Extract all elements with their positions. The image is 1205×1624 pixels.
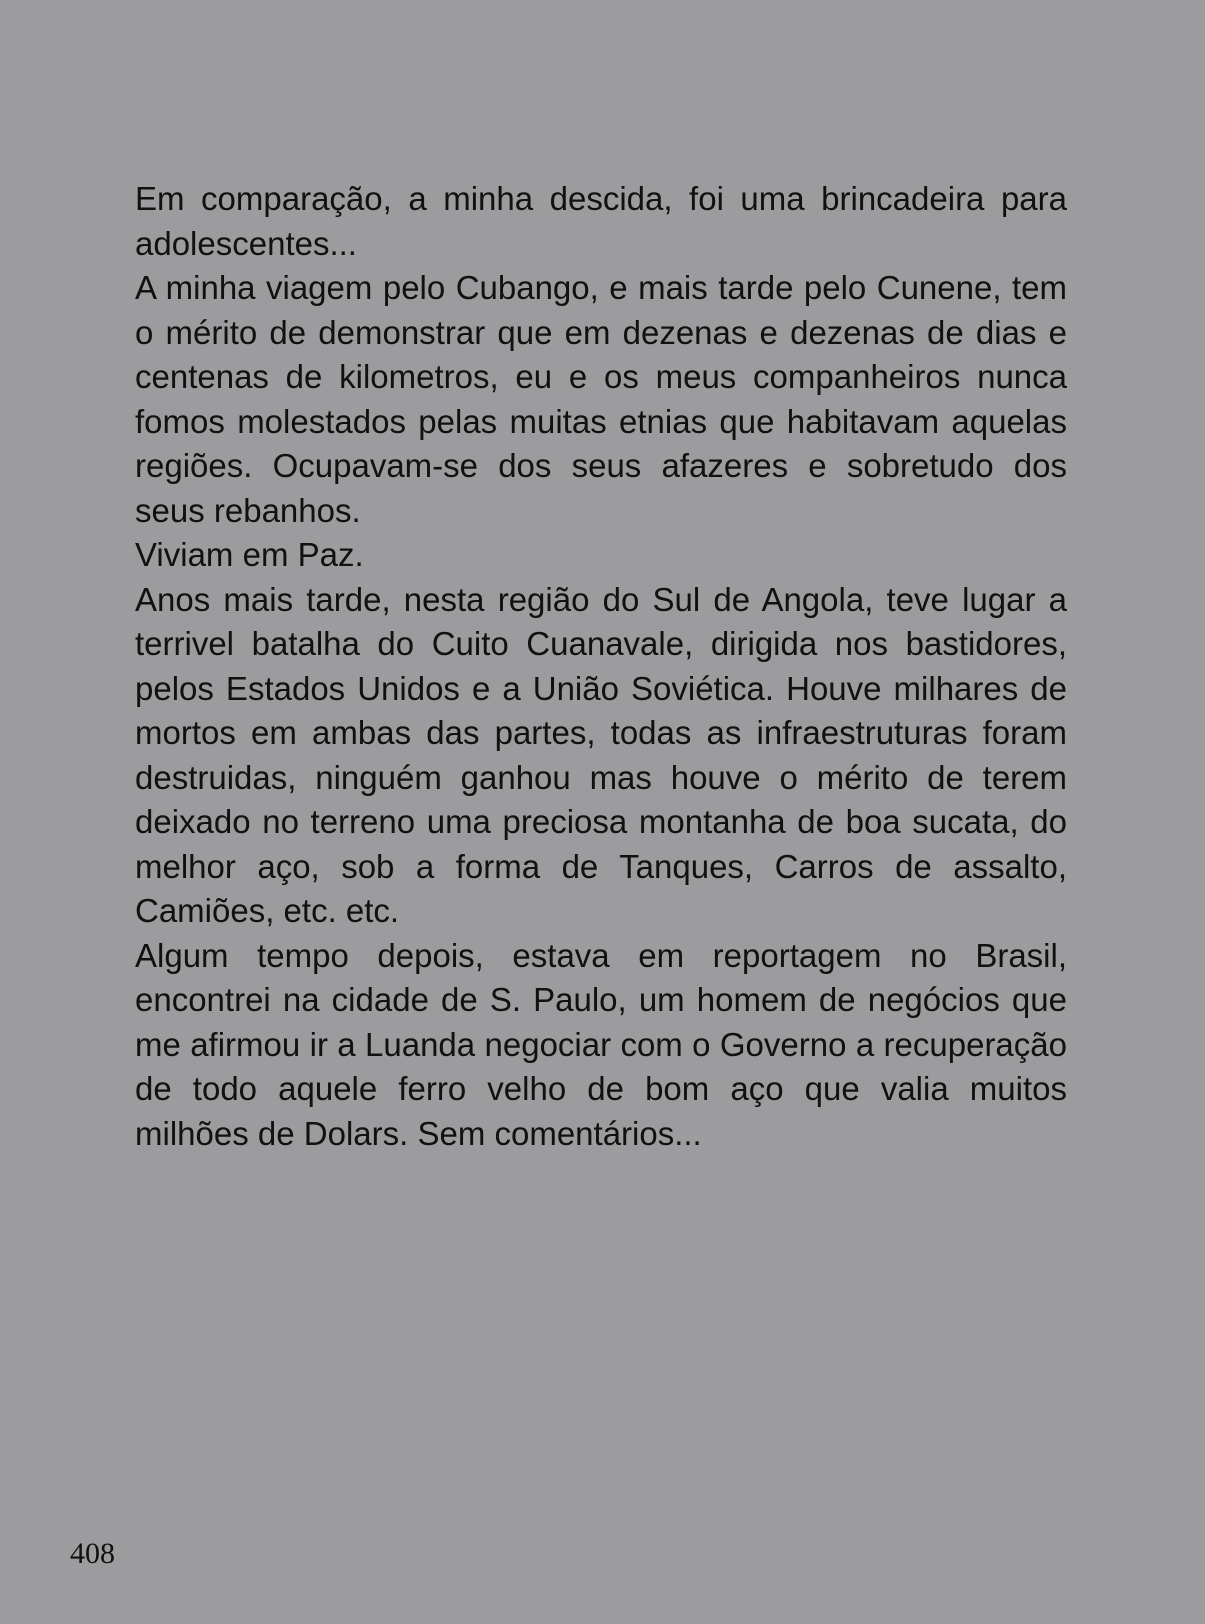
paragraph-3: Viviam em Paz.	[135, 536, 364, 573]
paragraph-1: Em comparação, a minha descida, foi uma brincadeira para adolescentes...	[135, 180, 1067, 262]
paragraph-5: Algum tempo depois, estava em reportagem no Brasil, encontrei na cidade de S. Paulo, um homem de negócios que me afirmou ir a Luanda negociar com o Governo a recuperação de todo aquele ferro velho de bom aço que valia muitos milhões de Dolars. Sem comentários...	[135, 936, 1067, 1152]
page-number: 408	[70, 1537, 115, 1570]
body-text	[135, 177, 1067, 1156]
paragraph-4: Anos mais tarde, nesta região do Sul de Angola, teve lugar a terrivel batalha do Cuito Cuanavale, dirigida nos bastidores, pelos Estados Unidos e a União Soviética. Houve milhares de mortos em ambas das partes, todas as infraestruturas foram destruidas, ninguém ganhou mas houve o mérito de terem deixado no terreno uma preciosa montanha de boa sucata, do melhor aço, sob a forma de Tanques, Carros de assalto, Camiões, etc. etc.	[135, 580, 1067, 929]
paragraph-2: A minha viagem pelo Cubango, e mais tarde pelo Cunene, tem o mérito de demonstrar que em dezenas e dezenas de dias e centenas de kilometros, eu e os meus companheiros nunca fomos molestados pelas muitas etnias que habitavam aquelas regiões. Ocupavam-se dos seus afazeres e sobretudo dos seus rebanhos.	[135, 269, 1067, 529]
